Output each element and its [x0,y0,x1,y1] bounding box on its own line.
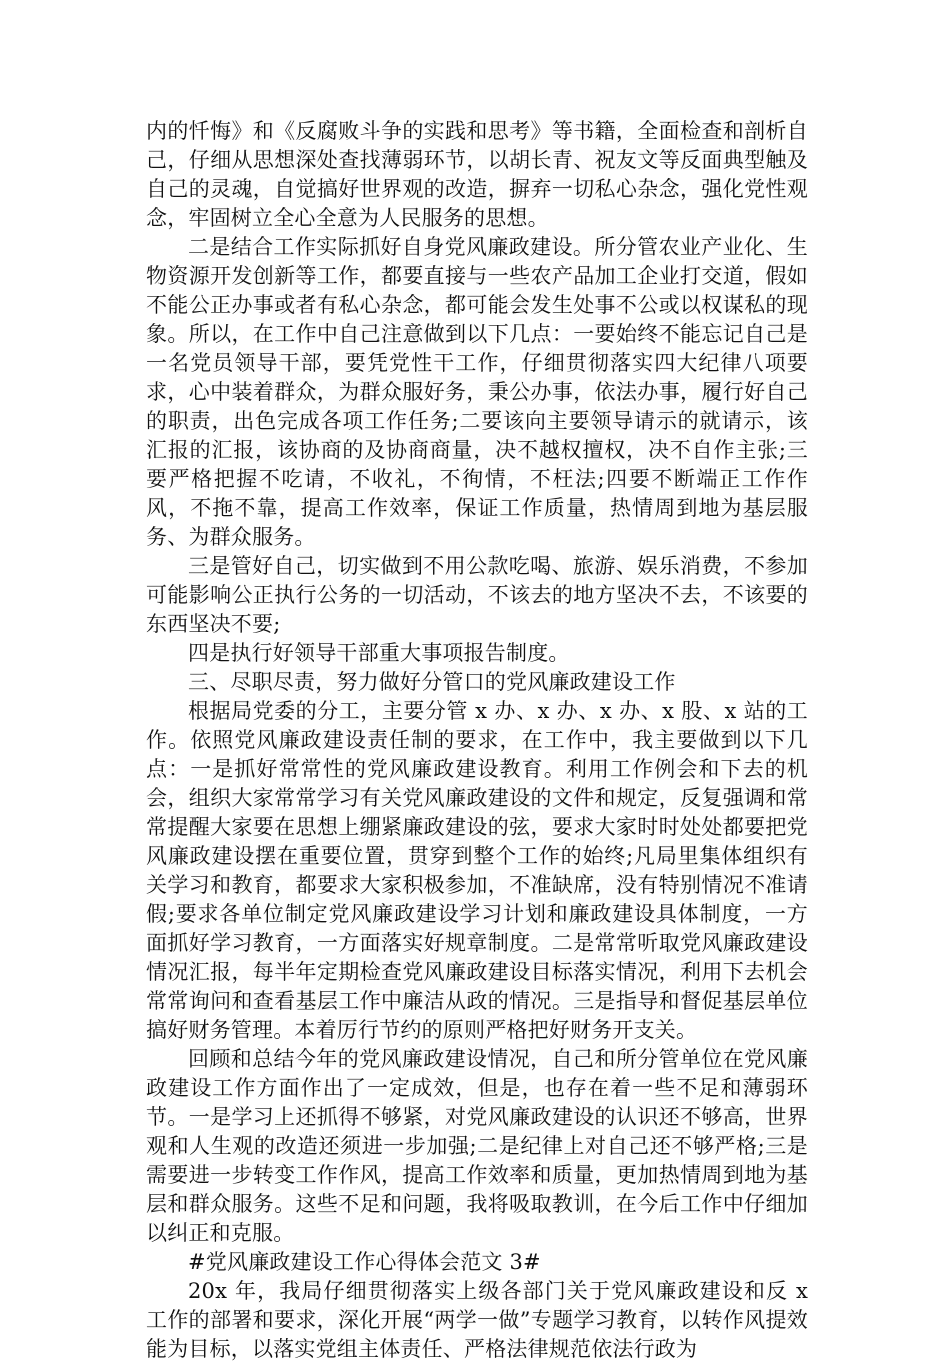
paragraph-2: 二是结合工作实际抓好自身党风廉政建设。所分管农业产业化、生物资源开发创新等工作，都要直接与一些农产品加工企业打交道，假如不能公正办事或者有私心杂念，都可能会发生处事不公或以权谋私的现象。所以，在工作中自己注意做到以下几点：一要始终不能忘记自己是一名党员领导干部，要凭党性干工作，仔细贯彻落实四大纪律八项要求，心中装着群众，为群众服好务，秉公办事，依法办事，履行好自己的职责，出色完成各项工作任务;二要该向主要领导请示的就请示，该汇报的汇报，该协商的及协商商量，决不越权擅权，决不自作主张;三要严格把握不吃请，不收礼，不徇情，不枉法;四要不断端正工作作风，不拖不靠，提高工作效率，保证工作质量，热情周到地为基层服务、为群众服务。 [146,235,808,549]
paragraph-6: 根据局党委的分工，主要分管 x 办、x 办、x 办、x 股、x 站的工作。依照党风廉政建设责任制的要求，在工作中，我主要做到以下几点：一是抓好常常性的党风廉政建设教育。利用工作例会和下去的机会，组织大家常常学习有关党风廉政建设的文件和规定，反复强调和常常提醒大家要在思想上绷紧廉政建设的弦，要求大家时时处处都要把党风廉政建设摆在重要位置，贯穿到整个工作的始终;凡局里集体组织有关学习和教育，都要求大家积极参加，不准缺席，没有特别情况不准请假;要求各单位制定党风廉政建设学习计划和廉政建设具体制度，一方面抓好学习教育，一方面落实好规章制度。二是常常听取党风廉政建设情况汇报，每半年定期检查党风廉政建设目标落实情况，利用下去机会常常询问和查看基层工作中廉洁从政的情况。三是指导和督促基层单位搞好财务管理。本着厉行节约的原则严格把好财务开支关。 [146,699,808,1042]
article-title: #党风廉政建设工作心得体会范文 3# [188,1250,541,1274]
paragraph-3: 三是管好自己，切实做到不用公款吃喝、旅游、娱乐消费，不参加可能影响公正执行公务的一切活动，不该去的地方坚决不去，不该要的东西坚决不要; [146,554,808,636]
paragraph-7: 回顾和总结今年的党风廉政建设情况，自己和所分管单位在党风廉政建设工作方面作出了一定成效，但是，也存在着一些不足和薄弱环节。一是学习上还抓得不够紧，对党风廉政建设的认识还不够高，世界观和人生观的改造还须进一步加强;二是纪律上对自己还不够严格;三是需要进一步转变工作作风，提高工作效率和质量，更加热情周到地为基层和群众服务。这些不足和问题，我将吸取教训，在今后工作中仔细加以纠正和克服。 [146,1047,808,1245]
section-heading: 三、尽职尽责，努力做好分管口的党风廉政建设工作 [188,670,676,694]
paragraph-4: 四是执行好领导干部重大事项报告制度。 [188,641,570,665]
paragraph-1: 内的忏悔》和《反腐败斗争的实践和思考》等书籍，全面检查和剖析自己，仔细从思想深处查找薄弱环节，以胡长青、祝友文等反面典型触及自己的灵魂，自觉搞好世界观的改造，摒弃一切私心杂念，强化党性观念，牢固树立全心全意为人民服务的思想。 [146,119,808,230]
paragraph-9: 20x 年，我局仔细贯彻落实上级各部门关于党风廉政建设和反 x 工作的部署和要求，深化开展“两学一做”专题学习教育，以转作风提效能为目标，以落实党组主体责任、严格法律规范依法行政为 [146,1279,808,1361]
document-body [146,117,808,1364]
